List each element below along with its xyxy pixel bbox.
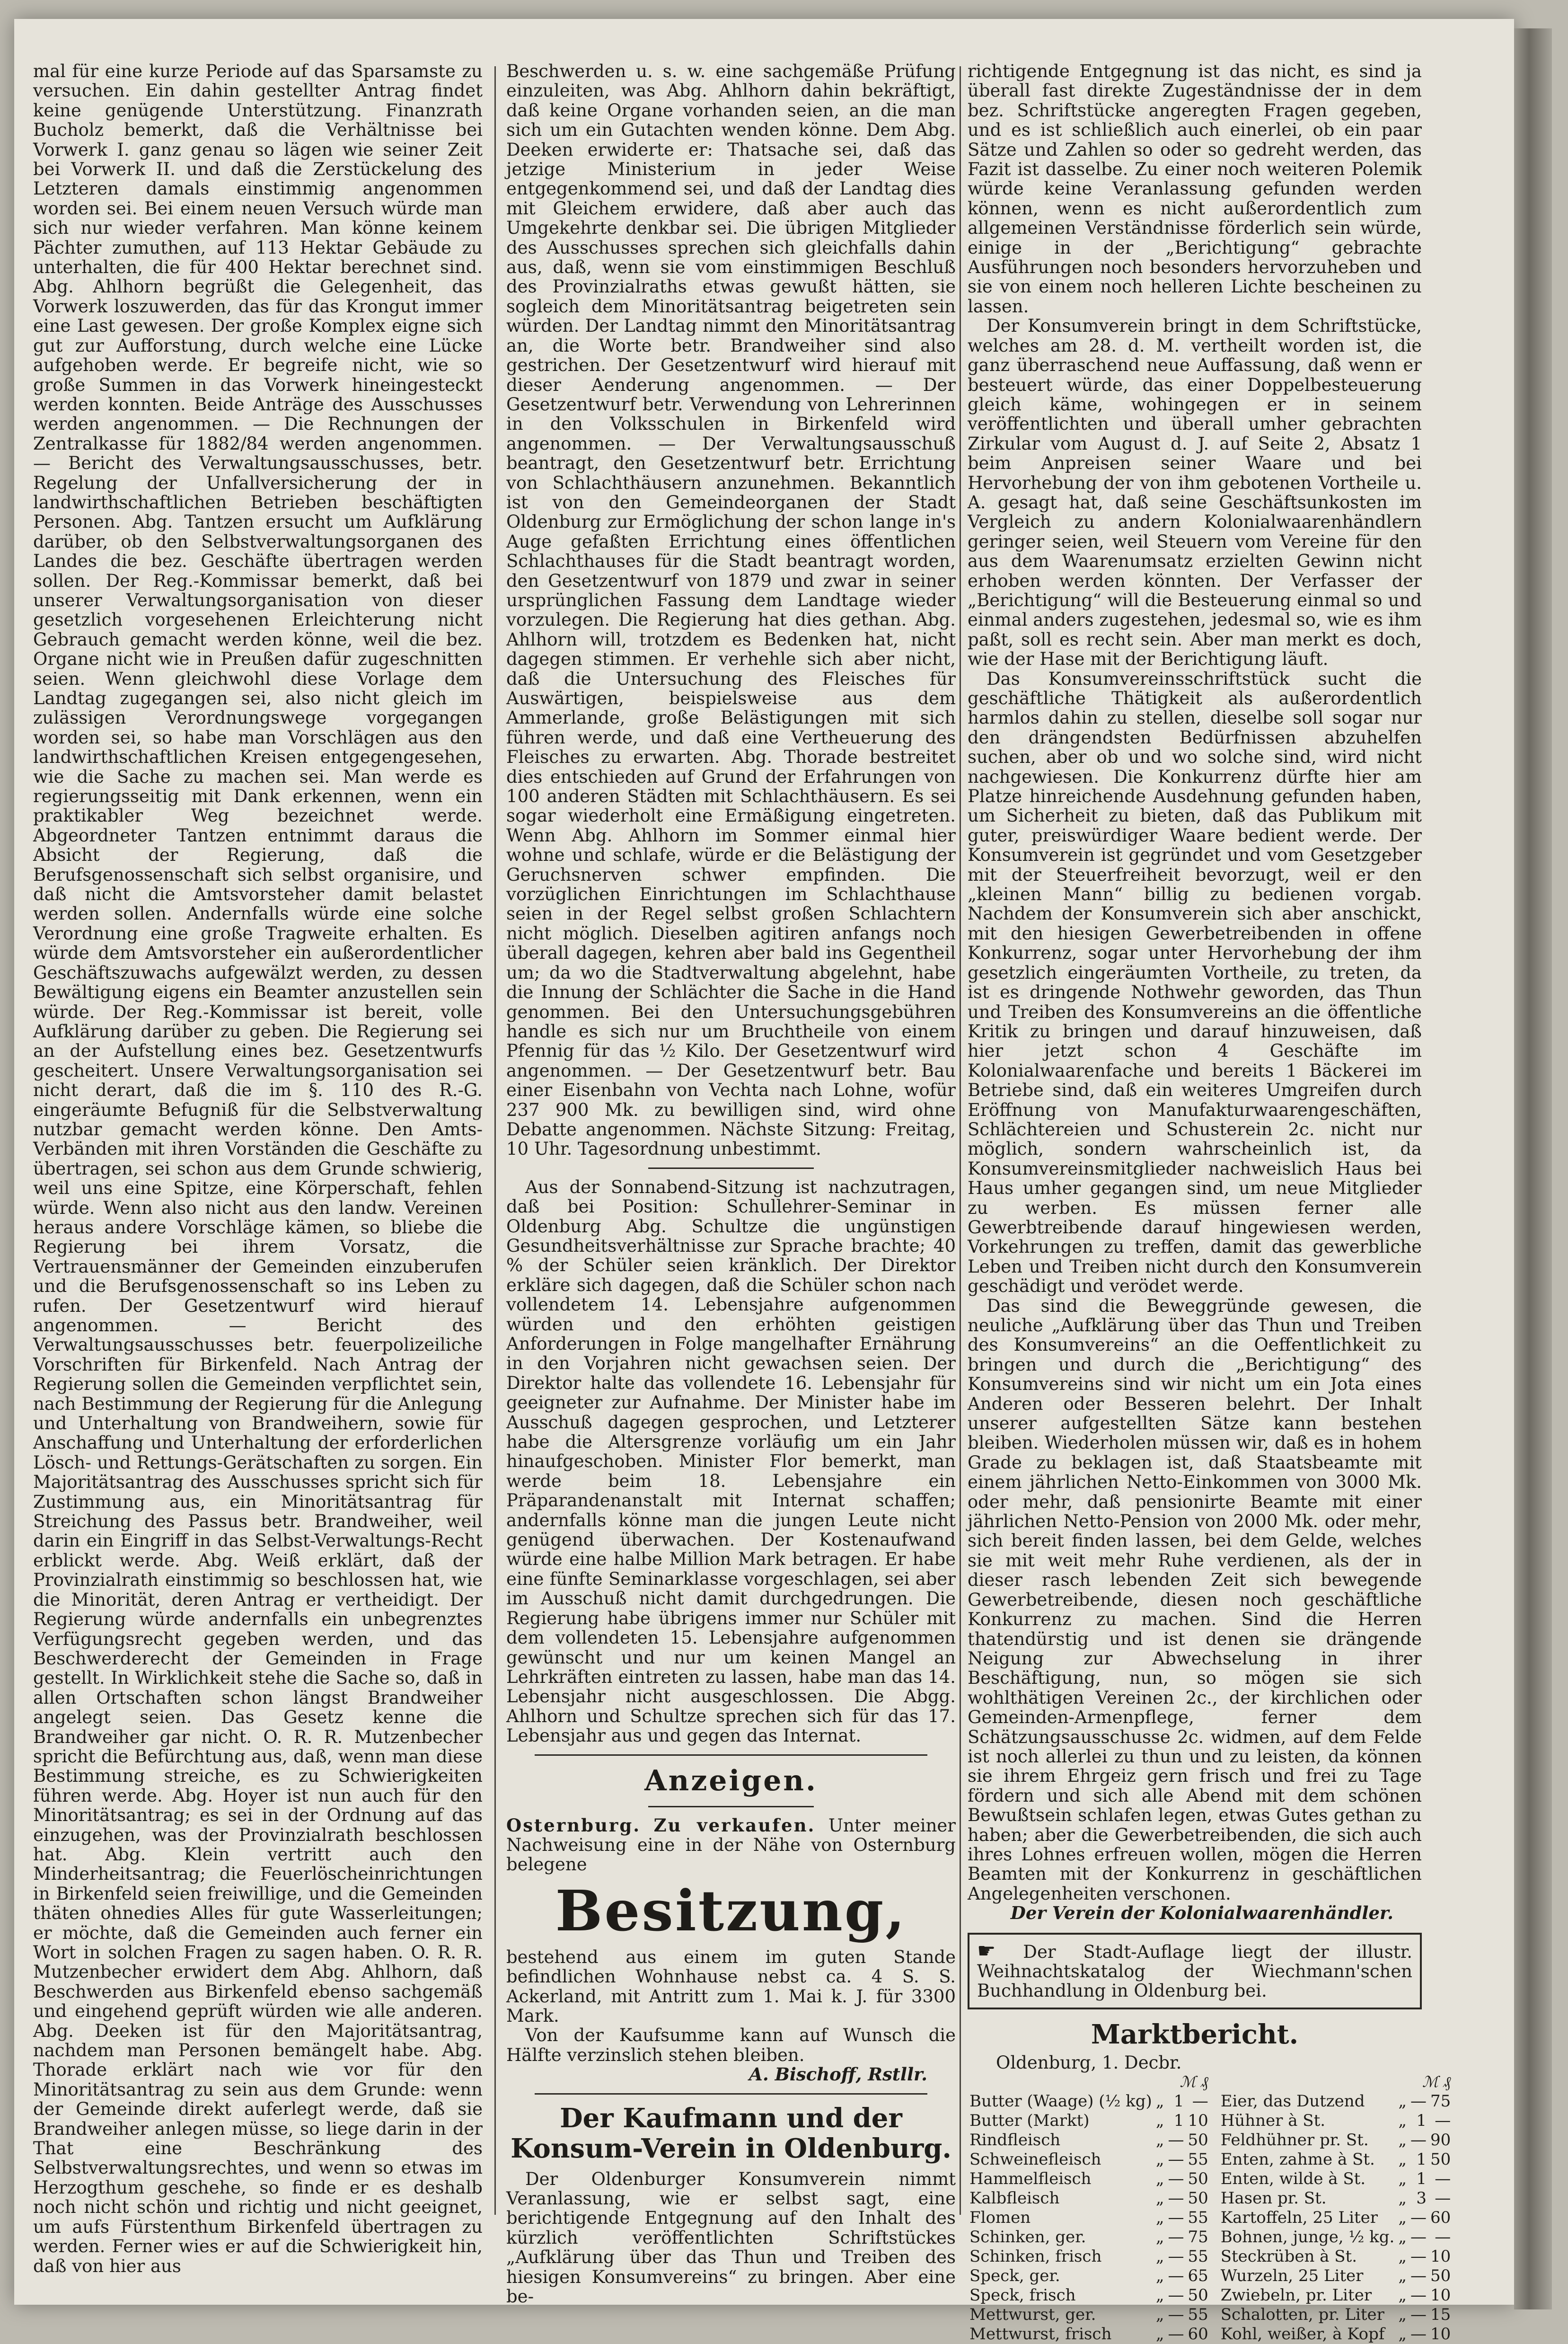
price-pfennig: 10 xyxy=(1188,2111,1208,2131)
market-item-name: Schinken, ger. xyxy=(969,2228,1086,2247)
market-price-row xyxy=(1219,2208,1453,2228)
price-pfennig: 50 xyxy=(1188,2131,1208,2150)
price-pfennig: 90 xyxy=(1430,2131,1451,2150)
article-paragraph: Das sind die Beweggründe gewesen, die neuliche „Aufklärung über das Thun und Treiben des Konsumvereins“ an die Oeffentlichkeit zu bringen und durch die „Berichtigung“ des Konsumvereins sind wir nicht um ein Jota eines Anderen oder Besseren belehrt. Der Inhalt unserer aufgestellten Sätze kann bestehen bleiben. Wiederholen müssen wir, daß es in hohem Grade zu beklagen ist, daß Staatsbeamte mit einem jährlichen Netto-Einkommen von 3000 Mk. oder mehr, daß pensionirte Beamte mit einer jährlichen Netto-Pension von 2000 Mk. oder mehr, sich bereit finden lassen, bei dem Gelde, welches sie mit weit mehr Ruhe verdienen, als der in dieser rasch lebenden Zeit sich bewegende Gewerbetreibende, diesen noch geschäftliche Konkurrenz zu machen. Sind die Herren thatendürstig und ist denen sie drängende Neigung zur Abwechselung in ihrer Beschäftigung, nun, so mögen sie sich wohlthätigen Vereinen 2c., der kirchlichen oder Gemeinden-Armenpflege, ferner dem Schätzungsausschusse 2c. widmen, auf dem Felde ist noch allerlei zu thun und zu leisten, da können sie ihrem Ehrgeiz gern frisch und frei zu Tage fördern und sich alle Abend mit dem schönen Bewußtsein schlafen legen, etwas Gutes gethan zu haben; aber die Gewerbetreibenden, die sich auch ihres Lohnes erfreuen wollen, mögen die Herren Beamten mit der Konkurrenz in geschäftlichen Angelegenheiten verschonen. xyxy=(968,1295,1422,1904)
market-item-name: Hasen pr. St. xyxy=(1220,2189,1327,2208)
ditto-mark: „ xyxy=(1398,2325,1407,2344)
ditto-mark: „ xyxy=(1398,2305,1407,2325)
price-mark: — xyxy=(1410,2131,1427,2150)
ditto-mark: „ xyxy=(1155,2208,1164,2228)
price-mark: — xyxy=(1168,2247,1184,2266)
ditto-mark: „ xyxy=(1398,2247,1407,2266)
market-item-name: Butter (Waage) (½ kg) xyxy=(969,2092,1152,2111)
ditto-mark: „ xyxy=(1155,2305,1164,2325)
ditto-mark: „ xyxy=(1398,2111,1407,2131)
market-price-row xyxy=(1219,2228,1453,2247)
price-pfennig: 50 xyxy=(1188,2189,1208,2208)
price-mark: 1 xyxy=(1416,2169,1427,2189)
price-pfennig: — xyxy=(1192,2092,1208,2111)
price-mark: 1 xyxy=(1416,2150,1427,2169)
market-item-name: Speck, ger. xyxy=(969,2266,1060,2286)
market-price-table-left xyxy=(968,2072,1210,2344)
market-price-row xyxy=(1219,2150,1453,2169)
price-mark: — xyxy=(1168,2131,1184,2150)
market-price-row xyxy=(968,2228,1210,2247)
market-item-name: Schweinefleisch xyxy=(969,2150,1101,2169)
market-price-row xyxy=(1219,2286,1453,2305)
price-pfennig: 50 xyxy=(1430,2266,1451,2286)
price-mark: — xyxy=(1168,2266,1184,2286)
price-mark: — xyxy=(1410,2286,1427,2305)
ditto-mark: „ xyxy=(1155,2169,1164,2189)
market-item-name: Bohnen, junge, ½ kg. xyxy=(1220,2228,1395,2247)
market-price-row xyxy=(968,2189,1210,2208)
price-pfennig: 75 xyxy=(1188,2228,1208,2247)
market-price-row xyxy=(968,2325,1210,2344)
market-item-name: Kohl, weißer, à Kopf xyxy=(1220,2325,1385,2344)
market-item-name: Hühner à St. xyxy=(1220,2111,1326,2131)
market-price-row xyxy=(1219,2189,1453,2208)
price-mark: — xyxy=(1168,2228,1184,2247)
price-mark: — xyxy=(1410,2305,1427,2325)
price-mark: — xyxy=(1168,2305,1184,2325)
market-price-row xyxy=(968,2286,1210,2305)
ditto-mark: „ xyxy=(1155,2228,1164,2247)
price-mark: — xyxy=(1410,2325,1427,2344)
ditto-mark: „ xyxy=(1155,2286,1164,2305)
market-item-name: Mettwurst, ger. xyxy=(969,2305,1096,2325)
ditto-mark: „ xyxy=(1398,2286,1407,2305)
ditto-mark: „ xyxy=(1398,2150,1407,2169)
article-paragraph: Der Konsumverein bringt in dem Schriftstücke, welches am 28. d. M. vertheilt worden ist, die ganz überraschend neue Auffassung, daß wenn er besteuert würde, das einer Doppelbesteuerung gleich käme, wohingegen er in seinem veröffentlichten und überall umher gebrachten Zirkular vom August d. J. auf Seite 2, Absatz 1 beim Anpreisen seiner Waare und bei Hervorhebung der von ihm gebotenen Vortheile u. A. gesagt hat, daß seine Geschäftsunkosten im Vergleich zu andern Kolonialwaarenhändlern geringer seien, weil Steuern vom Vereine für den aus dem Waarenumsatz erzielten Gewinn nicht erhoben werden könnten. Der Verfasser der „Berichtigung“ will die Besteuerung einmal so und einmal anders zugestehen, jedesmal so, wie es ihm paßt, soll es recht sein. Aber man merkt es doch, wie der Hase mit der Berichtigung läuft. xyxy=(968,316,1422,670)
column-3 xyxy=(968,61,1451,2344)
separator xyxy=(535,2093,927,2095)
price-mark: — xyxy=(1168,2208,1184,2228)
market-item-name: Enten, zahme à St. xyxy=(1220,2150,1375,2169)
ad-headline: Besitzung, xyxy=(555,1877,907,1944)
market-item-name: Feldhühner pr. St. xyxy=(1220,2131,1369,2150)
price-pfennig: — xyxy=(1435,2189,1451,2208)
market-price-row xyxy=(1219,2092,1453,2111)
market-price-row xyxy=(968,2208,1210,2228)
ditto-mark: „ xyxy=(1155,2189,1164,2208)
ditto-mark: „ xyxy=(1398,2169,1407,2189)
price-pfennig: 50 xyxy=(1188,2286,1208,2305)
ditto-mark: „ xyxy=(1155,2111,1164,2131)
notice-text: Der Stadt-Auflage liegt der illustr. Weihnachtskatalog der Wiechmann'schen Buchhandlung in Oldenburg bei. xyxy=(977,1941,1412,2001)
price-pfennig: 15 xyxy=(1430,2305,1451,2325)
price-pfennig: 10 xyxy=(1430,2286,1451,2305)
market-price-row xyxy=(968,2247,1210,2266)
price-pfennig: — xyxy=(1435,2111,1451,2131)
section-heading-anzeigen: Anzeigen. xyxy=(644,1764,818,1797)
ad-place: Osternburg. xyxy=(506,1814,641,1836)
column-2 xyxy=(506,61,956,2307)
article-konsumverein-continued: richtigende Entgegnung ist das nicht, es sind ja überall fast direkte Zugeständnisse der in dem bez. Schriftstücke angeregten Fragen gegeben, und es ist schließlich auch einerlei, ob ein paar Sätze und Zahlen so oder so gedreht werden, das Fazit ist dasselbe. Zu einer noch weiteren Polemik würde keine Veranlassung gefunden werden können, wenn es nicht außerordentlich zum allgemeinen Verständnisse förderlich sein würde, einige in der „Berichtigung“ gebrachte Ausführungen noch besonders hervorzuheben und sie von einem noch helleren Lichte bescheinen zu lassen. xyxy=(968,61,1422,317)
price-mark: 1 xyxy=(1173,2092,1184,2111)
article-signature: Der Verein der Kolonialwaarenhändler. xyxy=(1010,1902,1393,1924)
separator xyxy=(648,1806,814,1807)
separator xyxy=(535,1754,927,1756)
market-item-name: Rindfleisch xyxy=(969,2131,1061,2150)
pointing-hand-icon: ☛ xyxy=(977,1938,996,1963)
price-pfennig: 55 xyxy=(1188,2150,1208,2169)
advertisement xyxy=(506,1816,956,1875)
ditto-mark: „ xyxy=(1398,2189,1407,2208)
price-pfennig: 10 xyxy=(1430,2325,1451,2344)
ditto-mark: „ xyxy=(1398,2208,1407,2228)
market-item-name: Kartoffeln, 25 Liter xyxy=(1220,2208,1378,2228)
market-item-name: Schalotten, pr. Liter xyxy=(1220,2305,1384,2325)
column-rule xyxy=(494,66,496,2215)
price-pfennig: 55 xyxy=(1188,2247,1208,2266)
market-report-title: Marktbericht. xyxy=(1091,2018,1299,2050)
price-pfennig: 65 xyxy=(1188,2266,1208,2286)
price-pfennig: 60 xyxy=(1188,2325,1208,2344)
ditto-mark: „ xyxy=(1155,2266,1164,2286)
ditto-mark: „ xyxy=(1398,2092,1407,2111)
page-edge xyxy=(1514,28,1552,2309)
ad-text: bestehend aus einem im guten Stande befindlichen Wohnhause nebst ca. 4 S. S. Ackerland, mit Antritt zum 1. Mai k. J. für 3300 Mark. xyxy=(506,1946,956,2026)
ad-lead: Zu verkaufen. xyxy=(653,1814,816,1836)
price-mark: 1 xyxy=(1416,2111,1427,2131)
column-1 xyxy=(33,61,483,2276)
price-mark: — xyxy=(1168,2286,1184,2305)
market-price-row xyxy=(1219,2111,1453,2131)
ditto-mark: „ xyxy=(1155,2092,1164,2111)
market-item-name: Schinken, frisch xyxy=(969,2247,1102,2266)
ditto-mark: „ xyxy=(1155,2325,1164,2344)
price-mark: — xyxy=(1168,2189,1184,2208)
market-price-row xyxy=(1219,2247,1453,2266)
price-pfennig: 60 xyxy=(1430,2208,1451,2228)
article-sonnabend-sitzung: Aus der Sonnabend-Sitzung ist nachzutragen, daß bei Position: Schullehrer-Seminar in Oldenburg Abg. Schultze die ungünstigen Gesundheitsverhältnisse zur Sprache brachte; 40 % der Schüler seien kränklich. Der Direktor erkläre sich dagegen, daß die Schüler schon nach vollendetem 14. Lebensjahre aufgenommen würden und den erhöhten geistigen Anforderungen in Folge mangelhafter Ernährung in den Vorjahren nicht gewachsen seien. Der Direktor halte das vollendete 16. Lebensjahr für geeigneter zur Aufnahme. Der Minister habe im Ausschuß dagegen gesprochen, und Letzterer habe die Altersgrenze vorläufig um ein Jahr hinaufgeschoben. Minister Flor bemerkt, man werde beim 18. Lebensjahre ein Präparandenanstalt mit Internat schaffen; andernfalls könne man die jungen Leute nicht genügend überwachen. Der Kostenaufwand würde eine halbe Million Mark betragen. Er habe eine fünfte Seminarklasse vorgeschlagen, sei aber im Ausschuß nicht damit durchgedrungen. Die Regierung habe übrigens immer nur Schüler mit dem vollendeten 15. Lebensjahre aufgenommen gewünscht und nur um keinen Mangel an Lehrkräften eintreten zu lassen, habe man das 14. Lebensjahr nicht ausgeschlossen. Die Abgg. Ahlhorn und Schultze sprechen sich für das 17. Lebensjahr aus und gegen das Internat. xyxy=(506,1176,956,1746)
market-price-row xyxy=(1219,2266,1453,2286)
market-price-row xyxy=(968,2111,1210,2131)
price-mark: 1 xyxy=(1173,2111,1184,2131)
currency-header: ℳ ₰ xyxy=(1422,2073,1451,2091)
price-mark: — xyxy=(1410,2266,1427,2286)
market-price-row xyxy=(968,2092,1210,2111)
price-mark: — xyxy=(1410,2208,1427,2228)
price-pfennig: 55 xyxy=(1188,2305,1208,2325)
ditto-mark: „ xyxy=(1398,2228,1407,2247)
price-pfennig: — xyxy=(1435,2169,1451,2189)
market-item-name: Kalbfleisch xyxy=(969,2189,1060,2208)
price-mark: — xyxy=(1168,2150,1184,2169)
ditto-mark: „ xyxy=(1398,2266,1407,2286)
ditto-mark: „ xyxy=(1155,2150,1164,2169)
market-price-row xyxy=(968,2266,1210,2286)
price-pfennig: 50 xyxy=(1430,2150,1451,2169)
price-mark: 3 xyxy=(1416,2189,1427,2208)
price-mark: — xyxy=(1168,2325,1184,2344)
article-paragraph: Das Konsumvereinsschriftstück sucht die geschäftliche Thätigkeit als außerordentlich harmlos dahin zu stellen, dieselbe soll sogar nur den drängendsten Bedürfnissen abzuhelfen suchen, aber ob und wo solche sind, wird nicht nachgewiesen. Die Konkurrenz dürfte hier am Platze hinreichende Ausdehnung gefunden haben, um Sicherheit zu bieten, daß das Publikum mit guter, preiswürdiger Waare bedient werde. Der Konsumverein ist gegründet und vom Gesetzgeber mit der Steuerfreiheit bevorzugt, weil er den „kleinen Mann“ billig zu bedienen vorgab. Nachdem der Konsumverein sich aber anschickt, mit den hiesigen Gewerbetreibenden in offene Konkurrenz, sogar unter Hervorhebung der ihm gesetzlich eingeräumten Vortheile, zu treten, da ist es dringende Nothwehr geworden, das Thun und Treiben des Konsumvereins an die öffentliche Kritik zu bringen und darauf hinzuweisen, daß hier jetzt schon 4 Geschäfte im Kolonialwaarenfache und bereits 1 Bäckerei im Betriebe sind, daß ein weiteres Umgreifen durch Eröffnung von Manufakturwaarengeschäften, Schlächtereien und Schusterein 2c. nicht nur möglich, sondern wahrscheinlich ist, da Konsumvereinsmitglieder nachweislich Haus bei Haus umher gegangen sind, um neue Mitglieder zu werben. Es müssen ferner alle Gewerbtreibende darauf hingewiesen werden, Vorkehrungen zu treffen, damit das gewerbliche Leben und Treiben nicht durch den Konsumverein geschädigt und verödet werde. xyxy=(968,668,1422,1297)
market-price-row xyxy=(1219,2169,1453,2189)
market-item-name: Steckrüben à St. xyxy=(1220,2247,1357,2266)
price-mark: — xyxy=(1410,2247,1427,2266)
article-konsumverein: Der Oldenburger Konsumverein nimmt Veranlassung, wie er selbst sagt, eine berichtigende Entgegnung auf den Inhalt des kürzlich veröffentlichten Schriftstückes „Aufklärung über das Thun und Treiben des hiesigen Konsumvereins“ zu bringen. Aber eine be- xyxy=(506,2168,956,2307)
article-landtag-continued: mal für eine kurze Periode auf das Sparsamste zu versuchen. Ein dahin gestellter Antrag findet keine genügende Unterstützung. Finanzrath Bucholz bemerkt, daß die Verhältnisse bei Vorwerk I. ganz genau so lägen wie seiner Zeit bei Vorwerk II. und daß die Zerstückelung des Letzteren damals einstimmig angenommen worden sei. Bei einem neuen Versuch würde man sich nur wieder verfahren. Man könne keinem Pächter zumuthen, auf 113 Hektar Gebäude zu unterhalten, die für 400 Hektar berechnet sind. Abg. Ahlhorn begrüßt die Gelegenheit, das Vorwerk loszuwerden, das für das Krongut immer eine Last gewesen. Der große Komplex eigne sich gut zur Aufforstung, durch welche eine Lücke aufgehoben werde. Er begreife nicht, wie so große Summen in das Vorwerk hineingesteckt werden konnten. Beide Anträge des Ausschusses werden angenommen. — Die Rechnungen der Zentralkasse für 1882/84 werden angenommen. — Bericht des Verwaltungsausschusses, betr. Regelung der Unfallversicherung der in landwirthschaftlichen Betrieben beschäftigten Personen. Abg. Tantzen ersucht um Aufklärung darüber, ob den Selbstverwaltungsorganen des Landes die bez. Geschäfte übertragen werden sollen. Der Reg.-Kommissar bemerkt, daß bei unserer Verwaltungsorganisation von dieser gesetzlich vorgesehenen Erleichterung nicht Gebrauch gemacht werden könne, weil die bez. Organe nicht wie in Preußen dafür zugeschnitten seien. Wenn gleichwohl diese Vorlage dem Landtag zugegangen sei, also nicht gleich im zulässigen Verordnungswege vorgegangen worden sei, so habe man Vorschlägen aus den landwirthschaftlichen Kreisen entgegengesehen, wie die Sache zu machen sei. Man werde es regierungsseitig mit Dank erkennen, wenn ein praktikabler Weg bezeichnet werde. Abgeordneter Tantzen entnimmt daraus die Absicht der Regierung, daß die Berufsgenossenschaft sich selbst organisire, und daß nicht die Amtsvorsteher damit belastet werden sollen. Andernfalls würde eine solche Verordnung eine große Tragweite erhalten. Es würde dem Amtsvorsteher ein außerordentlicher Geschäftszuwachs aufgewälzt werden, zu dessen Bewältigung eigens ein Beamter anzustellen sein würde. Der Reg.-Kommissar ist bereit, volle Aufklärung darüber zu geben. Die Regierung sei an der Aufstellung eines bez. Gesetzentwurfs gescheitert. Unsere Verwaltungsorganisation sei nicht derart, daß die im §. 110 des R.-G. eingeräumte Befugniß für die Selbstverwaltung nutzbar gemacht werden könne. Den Amts-Verbänden mit ihren Vorständen die Geschäfte zu übertragen, sei schon aus dem Grunde schwierig, weil uns eine Spitze, eine Körperschaft, fehlen würde. Wenn also nicht aus den landw. Vereinen heraus andere Vorschläge kämen, so bliebe die Regierung bei ihrem Vorsatz, die Vertrauensmänner der Gemeinden einzuberufen und die Berufsgenossenschaft so ins Leben zu rufen. Der Gesetzentwurf wird hierauf angenommen. — Bericht des Verwaltungsausschusses betr. feuerpolizeiliche Vorschriften für Birkenfeld. Nach Antrag der Regierung sollen die Gemeinden verpflichtet sein, nach Bestimmung der Regierung für die Anlegung und Unterhaltung von Brandweihern, sowie für Anschaffung und Unterhaltung der erforderlichen Lösch- und Rettungs-Gerätschaften zu sorgen. Ein Majoritätsantrag des Ausschusses spricht sich für Zustimmung aus, ein Minoritätsantrag für Streichung des Passus betr. Brandweiher, weil darin ein Eingriff in das Selbst-Verwaltungs-Recht erblickt werde. Abg. Weiß erklärt, daß der Provinzialrath einstimmig so beschlossen hat, wie die Minorität, deren Antrag er vertheidigt. Der Regierung würde andernfalls ein unbegrenztes Verfügungsrecht gegeben werden, und das Beschwerderecht der Gemeinden in Frage gestellt. In Wirklichkeit stehe die Sache so, daß in allen Ortschaften schon längst Brandweiher angelegt seien. Das Gesetz kenne die Brandweiher gar nicht. O. R. R. Mutzenbecher spricht die Befürchtung aus, daß, wenn man diese Bestimmung streiche, es zu Schwierigkeiten führen werde. Abg. Hoyer ist nun auch für den Minoritätsantrag; es sei in der Ordnung auf das einzugehen, was der Provinzialrath beschlossen hat. Abg. Klein vertritt auch den Minderheitsantrag; die Feuerlöscheinrichtungen in Birkenfeld seien freiwillige, und die Gemeinden thäten ohnedies Alles für gute Wasserleitungen; er möchte, daß die Gemeinden auch ferner ein Wort in solchen Fragen zu sagen haben. O. R. R. Mutzenbecher erwidert dem Abg. Ahlhorn, daß Beschwerden aus Birkenfeld ebenso sachgemäß und eingehend geprüft würden wie alle anderen. Abg. Deeken ist für den Majoritätsantrag, nachdem man Personen bemängelt habe. Abg. Thorade erklärt nach wie vor für den Minoritätsantrag zu sein aus dem Grunde: wenn der Gemeinde direkt auferlegt werde, daß sie Brandweiher anlegen müsse, so liege darin in der That eine Beschränkung des Selbstverwaltungsrechtes, und wenn so etwas im Herzogthum geschehe, so finde er es deshalb noch nicht schön und richtig und nicht geeignet, um aufs Fürstenthum Birkenfeld übertragen zu werden. Ferner wies er auf die Schwierigkeit hin, daß von hier aus xyxy=(33,61,483,2276)
market-item-name: Enten, wilde à St. xyxy=(1220,2169,1366,2189)
currency-header: ℳ ₰ xyxy=(1180,2073,1208,2091)
market-report-tables xyxy=(968,2072,1451,2344)
market-item-name: Speck, frisch xyxy=(969,2286,1076,2305)
price-mark: — xyxy=(1410,2228,1427,2247)
market-item-name: Zwiebeln, pr. Liter xyxy=(1220,2286,1372,2305)
market-price-table-right xyxy=(1219,2072,1453,2344)
price-pfennig: 55 xyxy=(1188,2208,1208,2228)
column-rule xyxy=(960,66,961,2215)
notice-box xyxy=(968,1933,1422,2009)
market-price-row xyxy=(968,2150,1210,2169)
market-item-name: Hammelfleisch xyxy=(969,2169,1092,2189)
price-pfennig: — xyxy=(1435,2228,1451,2247)
separator xyxy=(648,1168,814,1169)
market-price-row xyxy=(1219,2305,1453,2325)
price-mark: — xyxy=(1410,2092,1427,2111)
market-item-name: Wurzeln, 25 Liter xyxy=(1220,2266,1364,2286)
market-item-name: Butter (Markt) xyxy=(969,2111,1090,2131)
price-mark: — xyxy=(1168,2169,1184,2189)
ditto-mark: „ xyxy=(1398,2131,1407,2150)
article-headline: Der Kaufmann und der Konsum-Verein in Oldenburg. xyxy=(511,2102,951,2164)
price-pfennig: 75 xyxy=(1430,2092,1451,2111)
ad-signature: A. Bischoff, Rstllr. xyxy=(749,2064,927,2085)
market-item-name: Flomen xyxy=(969,2208,1031,2228)
market-price-row xyxy=(968,2169,1210,2189)
market-report-date: Oldenburg, 1. Decbr. xyxy=(996,2052,1182,2073)
ditto-mark: „ xyxy=(1155,2131,1164,2150)
market-item-name: Mettwurst, frisch xyxy=(969,2325,1112,2344)
ad-text: Von der Kaufsumme kann auf Wunsch die Hälfte verzinslich stehen bleiben. xyxy=(506,2025,956,2065)
article-landtag-continued: Beschwerden u. s. w. eine sachgemäße Prüfung einzuleiten, was Abg. Ahlhorn dahin bekräftigt, daß keine Organe vorhanden seien, an die man sich um ein Gutachten wenden könne. Dem Abg. Deeken erwiderte er: Thatsache sei, daß das jetzige Ministerium in jeder Weise entgegenkommend sei, und daß der Landtag dies mit Gleichem erwidere, daß aber auch das Umgekehrte denkbar sei. Die übrigen Mitglieder des Ausschusses sprechen sich gleichfalls dahin aus, daß, wenn sie vom einstimmigen Beschluß des Provinzialraths etwas gewußt hätten, sie sogleich dem Minoritätsantrag beigetreten sein würden. Der Landtag nimmt den Minoritätsantrag an, die Worte betr. Brandweiher sind also gestrichen. Der Gesetzentwurf wird hierauf mit dieser Aenderung angenommen. — Der Gesetzentwurf betr. Verwendung von Lehrerinnen in den Volksschulen in Birkenfeld wird angenommen. — Der Verwaltungsausschuß beantragt, den Gesetzentwurf betr. Errichtung von Schlachthäusern anzunehmen. Bekanntlich ist von den Gemeindeorganen der Stadt Oldenburg zur Ermöglichung der schon lange in's Auge gefaßten Errichtung eines öffentlichen Schlachthauses für die Stadt beantragt worden, den Gesetzentwurf von 1879 und zwar in seiner ursprünglichen Fassung dem Landtage wieder vorzulegen. Die Regierung hat dies gethan. Abg. Ahlhorn will, trotzdem es Bedenken hat, nicht dagegen stimmen. Er verhehle sich aber nicht, daß die Untersuchung des Fleisches für Auswärtigen, beispielsweise aus dem Ammerlande, große Belästigungen mit sich führen werde, und daß eine Vertheuerung des Fleisches zu erwarten. Abg. Thorade bestreitet dies entschieden auf Grund der Erfahrungen von 100 anderen Städten mit Schlachthäusern. Es sei sogar wiederholt eine Ermäßigung eingetreten. Wenn Abg. Ahlhorn im Sommer einmal hier wohne und schlafe, würde er die Belästigung der Geruchsnerven schwer empfinden. Die vorzüglichen Einrichtungen im Schlachthause seien in der Regel selbst großen Schlachtern nicht möglich. Dieselben agitiren anfangs noch überall dagegen, kehren aber bald ins Gegentheil um; da wo die Stadtverwaltung abgelehnt, habe die Innung der Schlächter die Sache in die Hand genommen. Bei den Untersuchungsgebühren handle es sich nur um Bruchtheile von einem Pfennig für das ½ Kilo. Der Gesetzentwurf wird angenommen. — Der Gesetzentwurf betr. Bau einer Eisenbahn von Vechta nach Lohne, wofür 237 900 Mk. zu bewilligen sind, wird ohne Debatte angenommen. Nächste Sitzung: Freitag, 10 Uhr. Tagesordnung unbestimmt. xyxy=(506,61,956,1159)
price-pfennig: 50 xyxy=(1188,2169,1208,2189)
market-price-row xyxy=(1219,2325,1453,2344)
market-price-row xyxy=(1219,2131,1453,2150)
ad-text: Unter meiner Nachweisung eine in der Nähe von Osternburg belegene xyxy=(506,1815,956,1875)
ditto-mark: „ xyxy=(1155,2247,1164,2266)
price-pfennig: 10 xyxy=(1430,2247,1451,2266)
market-item-name: Eier, das Dutzend xyxy=(1220,2092,1365,2111)
market-price-row xyxy=(968,2131,1210,2150)
market-price-row xyxy=(968,2305,1210,2325)
